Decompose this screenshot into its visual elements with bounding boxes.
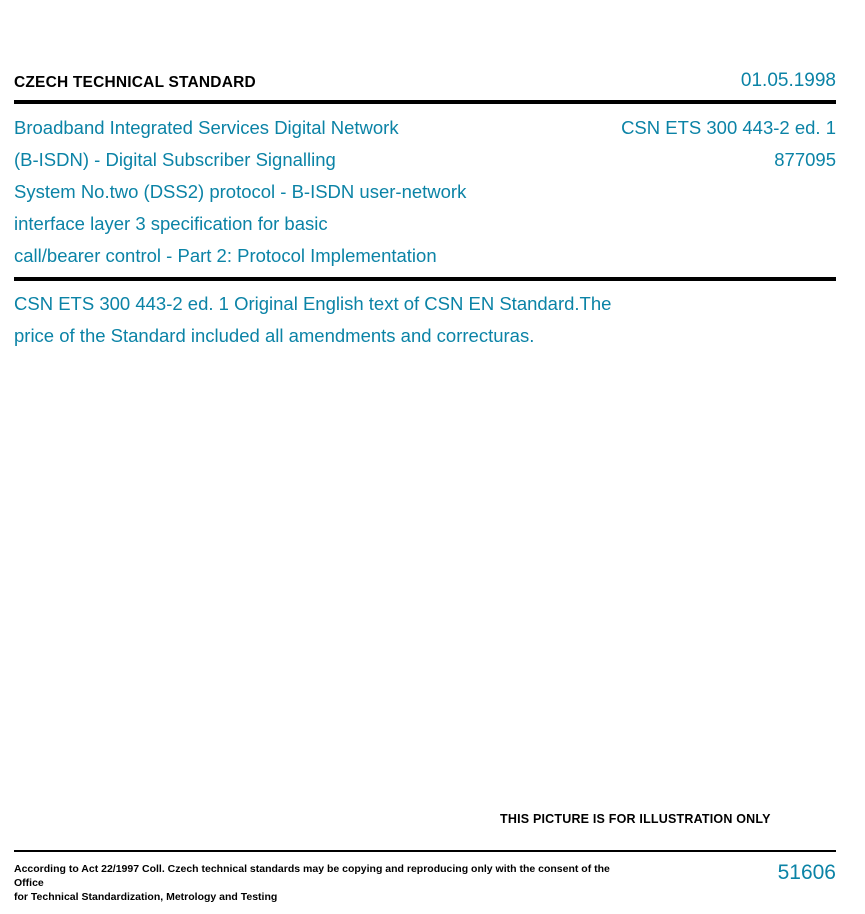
title-divider — [14, 277, 836, 281]
footer-legal-line: for Technical Standardization, Metrology and Testing — [14, 891, 278, 903]
title-line: System No.two (DSS2) protocol - B-ISDN user-network — [14, 181, 467, 202]
footer-divider — [14, 850, 836, 852]
document-header — [14, 72, 836, 98]
footer-legal-line: According to Act 22/1997 Coll. Czech technical standards may be copying and reproducing only with the consent of the Office — [14, 863, 610, 889]
standard-type-label: CZECH TECHNICAL STANDARD — [14, 74, 256, 91]
standard-identifier — [621, 112, 836, 176]
title-line: call/bearer control - Part 2: Protocol Implementation — [14, 245, 437, 266]
footer-legal-notice — [14, 862, 614, 904]
standard-title — [14, 112, 574, 272]
header-divider-top — [14, 100, 836, 104]
note-line: CSN ETS 300 443-2 ed. 1 Original English text of CSN EN Standard.The — [14, 293, 612, 314]
standard-note — [14, 288, 814, 352]
catalog-number: 877095 — [774, 149, 836, 170]
standard-code: CSN ETS 300 443-2 ed. 1 — [621, 117, 836, 138]
title-line: Broadband Integrated Services Digital Network — [14, 117, 399, 138]
title-line: interface layer 3 specification for basic — [14, 213, 328, 234]
illustration-disclaimer: THIS PICTURE IS FOR ILLUSTRATION ONLY — [500, 812, 771, 826]
title-line: (B-ISDN) - Digital Subscriber Signalling — [14, 149, 336, 170]
note-line: price of the Standard included all amendments and correcturas. — [14, 325, 535, 346]
publication-date: 01.05.1998 — [740, 70, 836, 91]
footer-document-number: 51606 — [777, 861, 836, 884]
